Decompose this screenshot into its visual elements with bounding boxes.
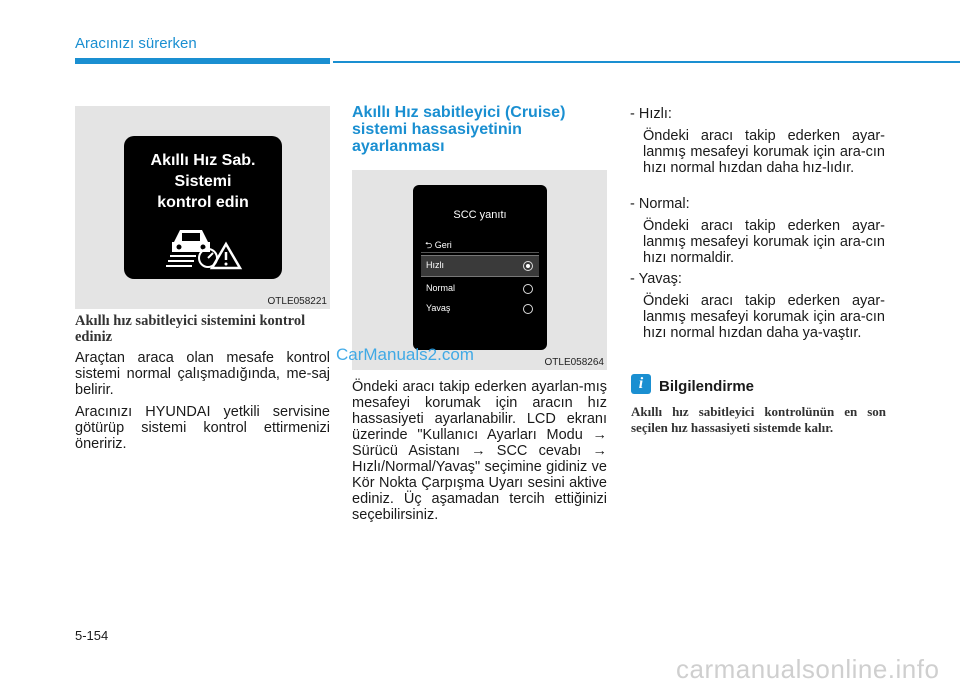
radio-icon	[523, 284, 533, 294]
screen-message	[124, 150, 282, 213]
screen-line-2: Sistemi	[174, 173, 232, 190]
separator	[421, 252, 539, 253]
screen-line-3: kontrol edin	[157, 194, 249, 211]
list-item-head: - Normal:	[630, 196, 690, 212]
figure-scc-check	[75, 106, 330, 309]
list-item-body: Öndeki aracı takip ederken ayar-lanmış mesafeyi korumak için ara-cın hızı normal hızdan daha ya-vaştır.	[643, 293, 885, 341]
cluster-screen	[124, 136, 282, 279]
back-label: Geri	[434, 240, 452, 250]
screen-title: SCC yanıtı	[453, 209, 507, 221]
section-header-title: Aracınızı sürerken	[75, 35, 197, 52]
page-number: 5-154	[75, 628, 109, 643]
subheading: Akıllı hız sabitleyici sistemini kontrol ediniz	[75, 313, 306, 345]
cluster-screen	[413, 185, 547, 350]
option-label: Yavaş	[426, 303, 451, 313]
list-item-head: - Yavaş:	[630, 271, 682, 287]
footer-watermark: carmanualsonline.info	[676, 654, 940, 684]
info-icon: i	[631, 374, 651, 394]
header-rule-thick	[75, 58, 330, 64]
info-text: Akıllı hız sabitleyici kontrolünün en son seçilen hız hassasiyeti sistemde kalır.	[631, 404, 886, 435]
paragraph: Aracınızı HYUNDAI yetkili servisine götürüp sistemi kontrol ettirmenizi öneririz.	[75, 404, 330, 452]
option-label: Normal	[426, 283, 456, 293]
back-arrow-icon: ⮌	[425, 240, 433, 250]
info-title: Bilgilendirme	[659, 378, 755, 395]
paragraph: Öndeki aracı takip ederken ayarlan-mış mesafeyi korumak için aracın hız hassasiyeti ayarlanabilir. LCD ekranı üzerinde "Kullanıcı Ayarları Modu → Sürücü Asistanı → SCC cevabı → Hızlı/Normal/Yavaş" seçimine gidiniz ve Kör Nokta Çarpışma Uyarı sesini aktive ediniz. Üç aşamadan tercih ettiğinizi seçebilirsiniz.	[352, 379, 607, 523]
list-item-body: Öndeki aracı takip ederken ayar-lanmış mesafeyi korumak için ara-cın hızı normal hızdan daha hız-lıdır.	[643, 128, 885, 176]
option-label: Hızlı	[426, 260, 444, 270]
radio-icon	[523, 304, 533, 314]
option-row-fast	[421, 255, 539, 277]
radio-selected-icon	[523, 261, 533, 271]
list-item-body: Öndeki aracı takip ederken ayar-lanmış mesafeyi korumak için ara-cın hızı normaldir.	[643, 218, 885, 266]
option-row-normal	[421, 279, 539, 299]
section-title: Akıllı Hız sabitleyici (Cruise) sistemi hassasiyetinin ayarlanması	[352, 104, 566, 155]
list-item-head: - Hızlı:	[630, 106, 672, 122]
car-warning-icon	[166, 222, 246, 272]
figure-code: OTLE058264	[544, 357, 604, 368]
option-row-slow	[421, 299, 539, 319]
figure-scc-response	[352, 170, 607, 370]
header-rule-thin	[333, 61, 960, 63]
figure-code: OTLE058221	[267, 296, 327, 307]
paragraph: Araçtan araca olan mesafe kontrol sistemi normal çalışmadığında, me-saj belirir.	[75, 350, 330, 398]
screen-line-1: Akıllı Hız Sab.	[150, 152, 256, 169]
watermark: CarManuals2.com	[336, 345, 474, 364]
